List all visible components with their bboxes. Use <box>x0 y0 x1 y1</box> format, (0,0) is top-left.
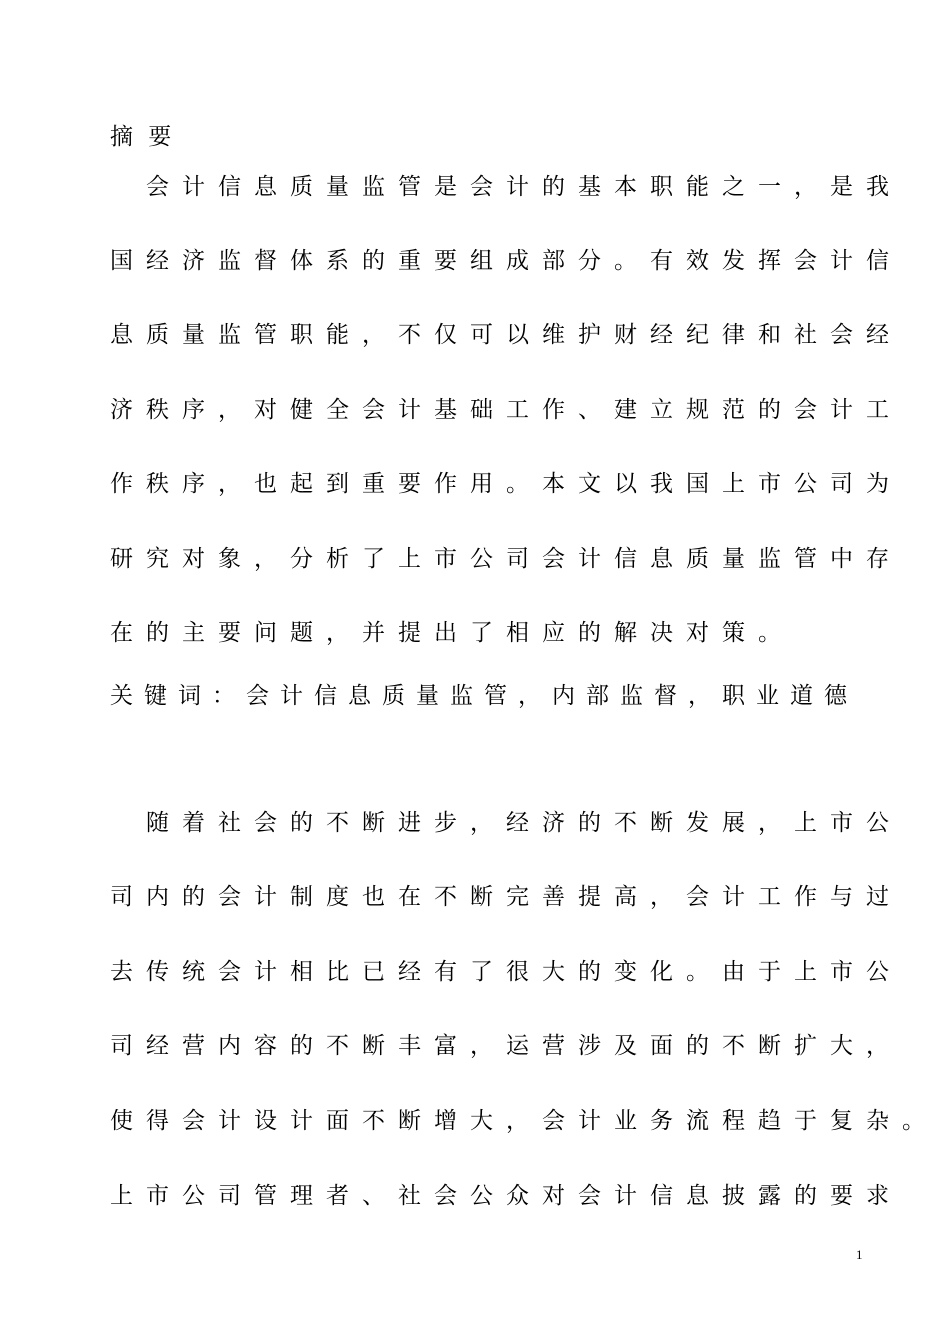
page-number: 1 <box>856 1247 863 1262</box>
body-line: 司内的会计制度也在不断完善提高，会计工作与过 <box>110 884 902 910</box>
body-line: 随着社会的不断进步，经济的不断发展，上市公 <box>110 810 902 836</box>
body-line: 司经营内容的不断丰富，运营涉及面的不断扩大， <box>110 1033 902 1059</box>
abstract-line: 国经济监督体系的重要组成部分。有效发挥会计信 <box>110 248 902 274</box>
keywords-line: 关键词：会计信息质量监管，内部监督，职业道德 <box>110 683 858 709</box>
body-line: 使得会计设计面不断增大，会计业务流程趋于复杂。 <box>110 1108 938 1134</box>
body-line: 去传统会计相比已经有了很大的变化。由于上市公 <box>110 959 902 985</box>
abstract-line: 会计信息质量监管是会计的基本职能之一，是我 <box>110 174 902 200</box>
abstract-line: 在的主要问题，并提出了相应的解决对策。 <box>110 620 794 646</box>
abstract-line: 研究对象，分析了上市公司会计信息质量监管中存 <box>110 546 902 572</box>
body-line: 上市公司管理者、社会公众对会计信息披露的要求 <box>110 1183 902 1209</box>
abstract-line: 作秩序，也起到重要作用。本文以我国上市公司为 <box>110 471 902 497</box>
abstract-line: 济秩序，对健全会计基础工作、建立规范的会计工 <box>110 397 902 423</box>
abstract-heading: 摘 要 <box>110 124 176 150</box>
abstract-line: 息质量监管职能，不仅可以维护财经纪律和社会经 <box>110 322 902 348</box>
